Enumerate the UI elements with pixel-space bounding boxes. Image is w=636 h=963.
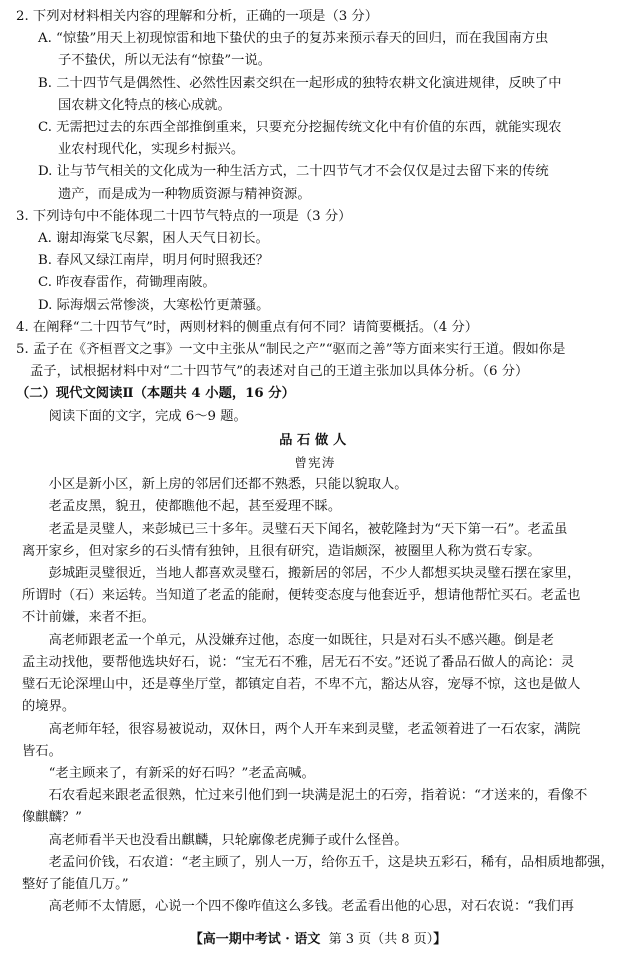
q2-option-c-cont: 业农村现代化，实现乡村振兴。	[58, 142, 245, 158]
article-line: 整好了能值几万。”	[22, 876, 129, 892]
question-5-cont: 孟子，试根据材料中对“二十四节气”的表述对自己的王道主张加以具体分析。（6 分）	[30, 364, 529, 380]
article-line: 石农看起来跟老孟很熟，忙过来引他们到一块满是泥土的石旁，指着说：“才送来的，看像不	[48, 788, 588, 804]
q2-option-a-cont: 子不蛰伏，所以无法有“惊蛰”一说。	[58, 53, 272, 69]
article-line: 高老师年轻，很容易被说动，双休日，两个人开车来到灵璧，老孟领着进了一石农家，满院	[48, 721, 581, 737]
footer-bracket-left: 【	[189, 931, 203, 947]
article-line: 孟主动找他，要帮他选块好石，说：“宝无石不雅，居无石不安。”还说了番品石做人的高论：灵	[22, 654, 575, 670]
q2-option-d: D. 让与节气相关的文化成为一种生活方式，二十四节气才不会仅仅是过去留下来的传统	[38, 164, 549, 180]
q2-option-a: A. “惊蛰”用天上初现惊雷和地下蛰伏的虫子的复苏来预示春天的回归，而在我国南方虫	[38, 31, 549, 47]
article-line: 的境界。	[22, 699, 76, 715]
article-line: 离开家乡，但对家乡的石头情有独钟，且很有研究，造诣颇深，被圈里人称为赏石专家。	[22, 543, 541, 559]
article-line: 小区是新小区，新上房的邻居们还都不熟悉，只能以貌取人。	[48, 477, 408, 493]
article-line: 老孟问价钱，石农道：“老主顾了，别人一万，给你五千，这是块五彩石，稀有，品相质地都强，	[48, 854, 614, 870]
question-5: 5. 孟子在《齐桓晋文之事》一文中主张从“制民之产”“驱而之善”等方面来实行王道。假如你是	[16, 342, 566, 358]
article-line: “老主顾来了，有新采的好石吗？”老孟高喊。	[48, 765, 315, 781]
question-2-stem: 2. 下列对材料相关内容的理解和分析，正确的一项是（3 分）	[16, 9, 379, 24]
article-line: 高老师跟老孟一个单元，从没嫌弃过他，态度一如既往，只是对石头不感兴趣。倒是老	[48, 632, 554, 648]
article-line: 皆石。	[22, 743, 62, 759]
q2-option-b: B. 二十四节气是偶然性、必然性因素交织在一起形成的独特农耕文化演进规律，反映了中	[38, 75, 562, 91]
q2-option-d-cont: 遗产，而是成为一种物质资源与精神资源。	[58, 186, 311, 202]
footer-exam-name: 高一期中考试 · 语文	[202, 931, 321, 947]
q2-option-c: C. 无需把过去的东西全部推倒重来，只要充分挖掘传统文化中有价值的东西，就能实现农	[38, 120, 562, 136]
q3-option-b: B. 春风又绿江南岸，明月何时照我还？	[38, 253, 269, 269]
section-instruction: 阅读下面的文字，完成 6～9 题。	[48, 408, 247, 424]
article-line: 老孟皮黑，貌丑，使都瞧他不起，甚至爱理不睬。	[48, 499, 342, 515]
q3-option-d: D. 际海烟云常惨淡，大寒松竹更萧骚。	[38, 297, 270, 313]
section-heading: （二）现代文阅读Ⅱ（本题共 4 小题，16 分）	[16, 386, 295, 402]
q3-option-c: C. 昨夜春雷作，荷锄理南陂。	[38, 275, 216, 291]
article-title: 品石做人	[279, 432, 351, 448]
footer-page-number: 第 3 页（共 8 页）	[328, 931, 434, 947]
article-line: 高老师不太情愿，心说一个四不像咋值这么多钱。老孟看出他的心思，对石农说：“我们再	[48, 899, 574, 915]
article-line: 璧石无论深埋山中，还是尊坐厅堂，都镇定自若，不卑不亢，豁达从容，宠辱不惊，这也是做人	[22, 677, 581, 693]
footer-bracket-right: 】	[433, 931, 447, 947]
article-author: 曾宪涛	[294, 455, 336, 471]
article-line: 所谓时（石）来运转。当知道了老孟的能耐，便转变态度与他套近乎，想请他帮忙买石。老孟也	[22, 588, 581, 604]
question-4: 4. 在阐释“二十四节气”时，两则材料的侧重点有何不同？请简要概括。（4 分）	[16, 319, 479, 335]
q2-option-b-cont: 国农耕文化特点的核心成就。	[58, 97, 231, 113]
article-line: 高老师看半天也没看出麒麟，只轮廓像老虎狮子或什么怪兽。	[48, 832, 408, 848]
article-line: 老孟是灵璧人，来彭城已三十多年。灵璧石天下闻名，被乾隆封为“天下第一石”。老孟虽	[48, 521, 568, 537]
question-3-stem: 3. 下列诗句中不能体现二十四节气特点的一项是（3 分）	[16, 208, 352, 224]
article-line: 彭城距灵璧很近，当地人都喜欢灵璧石，搬新居的邻居，不少人都想买块灵璧石摆在家里，	[48, 566, 581, 582]
q3-option-a: A. 谢却海棠飞尽絮，困人天气日初长。	[38, 231, 269, 247]
article-line: 不计前嫌，来者不拒。	[22, 610, 155, 626]
page-footer	[0, 929, 636, 951]
article-line: 像麒麟？”	[22, 810, 82, 826]
